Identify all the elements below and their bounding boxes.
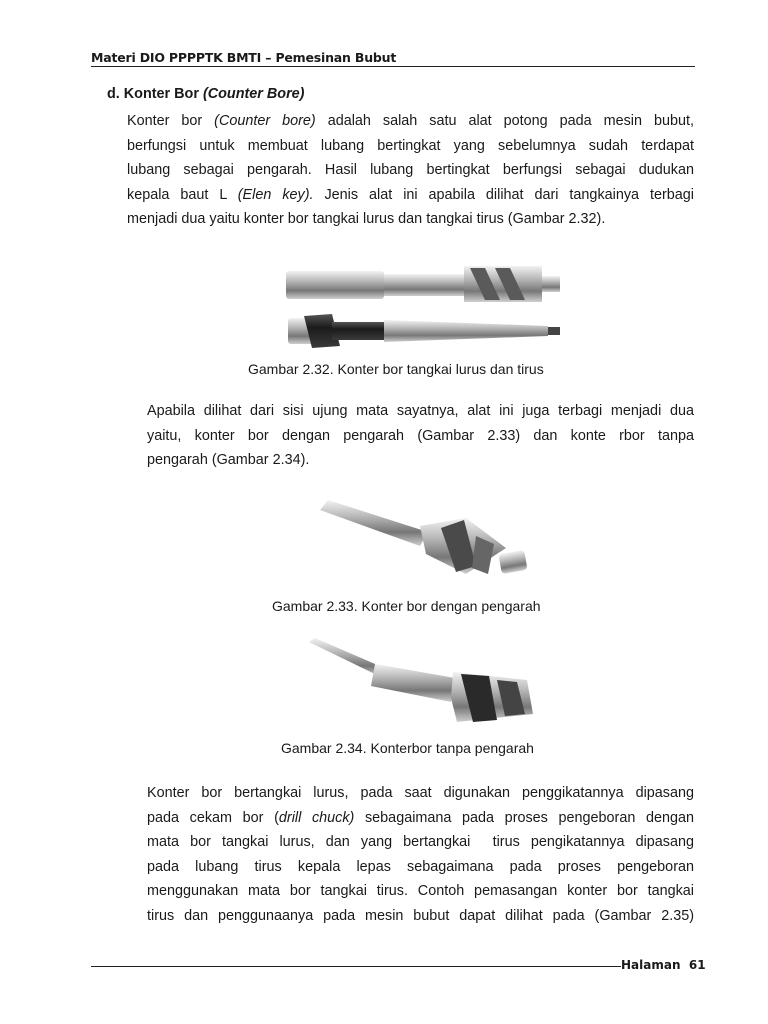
figure-counterbore-without-pilot [305,636,541,728]
figure-caption-2-32: Gambar 2.32. Konter bor tangkai lurus dan tirus [248,361,544,377]
text-line: menjadi dua yaitu konter bor tangkai lurus dan tangkai tirus (Gambar 2.32). [127,211,606,228]
text-line: Apabila dilihat dari sisi ujung mata sayatnya, alat ini juga terbagi menjadi dua [147,403,694,419]
paragraph-intro [127,109,694,232]
text-line: Konter bor (Counter bore) adalah salah satu alat potong pada mesin bubut, [127,113,694,129]
text-line: pada lubang tirus kepala lepas sebagaimana pada proses pengeboran [147,858,694,875]
running-header: Materi DIO PPPPTK BMTI – Pemesinan Bubut [91,50,397,65]
footer-divider [91,966,621,967]
paragraph-mounting [147,781,694,929]
text-line: mata bor tangkai lurus, dan yang bertangkai tirus pengikatannya dipasang [147,834,694,851]
header-divider [91,66,695,67]
figure-caption-2-34: Gambar 2.34. Konterbor tanpa pengarah [281,740,534,756]
paragraph-cutting-end [147,399,694,473]
figure-counterbore-straight-and-taper-shank [280,262,570,354]
text-line: berfungsi untuk membuat lubang bertingkat yang sebelumnya sudah terdapat [127,137,694,154]
text-line: lubang sebagai pengarah. Hasil lubang bertingkat berfungsi sebagai dudukan [127,162,694,179]
text-line: menggunakan mata bor tangkai tirus. Contoh pemasangan konter bor tangkai [147,883,694,900]
text-line: kepala baut L (Elen key). Jenis alat ini apabila dilihat dari tangkainya terbagi [127,186,694,203]
section-label-italic: (Counter Bore) [202,86,305,102]
figure-caption-2-33: Gambar 2.33. Konter bor dengan pengarah [272,598,541,614]
section-heading [107,86,304,102]
text-line: tirus dan penggunaanya pada mesin bubut dapat dilihat pada (Gambar 2.35) [147,907,694,924]
text-line: yaitu, konter bor dengan pengarah (Gambar 2.33) dan konte rbor tanpa [147,427,694,444]
text-line: Konter bor bertangkai lurus, pada saat digunakan penggikatannya dipasang [147,785,694,801]
figure-counterbore-with-pilot [316,496,534,592]
text-line: pada cekam bor (drill chuck) sebagaimana pada proses pengeboran dengan [147,809,695,826]
text-line: pengarah (Gambar 2.34). [147,452,310,469]
page-number: Halaman 61 [621,958,706,972]
section-label: d. Konter Bor [107,86,203,102]
